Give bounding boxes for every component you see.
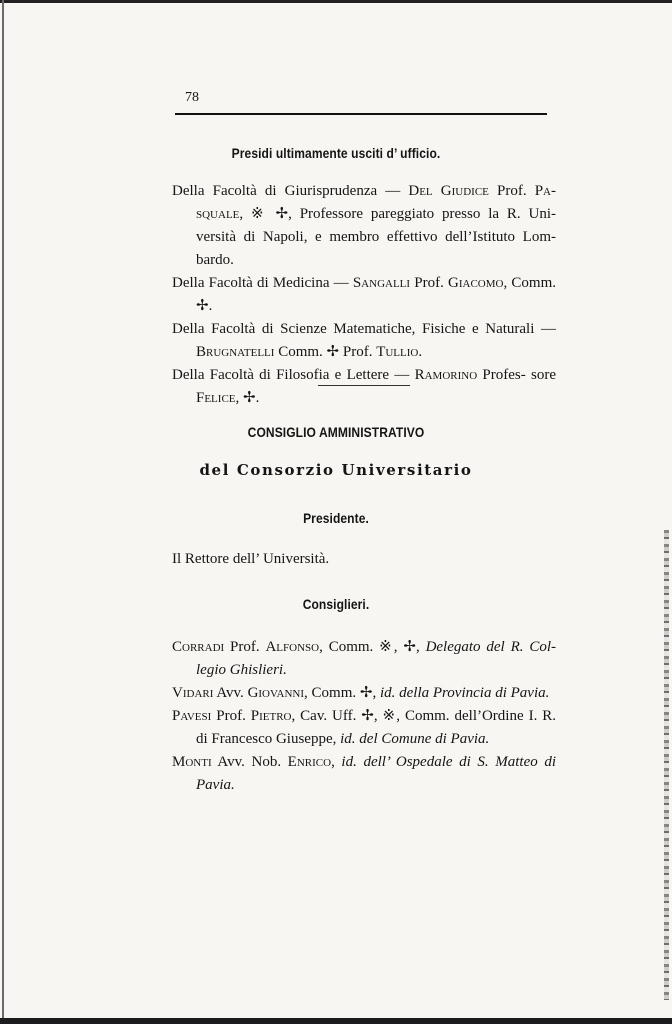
scan-edge-right — [664, 530, 669, 1000]
heading-consiglieri: Consiglieri. — [302, 596, 370, 612]
heading-consiglio: CONSIGLIO AMMINISTRATIVO — [247, 424, 425, 440]
scan-edge-left — [2, 0, 4, 1024]
consigliere-monti: Monti Avv. Nob. Enrico, id. dell’ Ospedale di S. Matteo di Pavia. — [172, 754, 557, 793]
presidi-entry-filosofia: Della Facoltà di Filosofia e Lettere — Ramorino Profes- sore Felice, ✢. — [172, 367, 557, 406]
presidi-entry-scienze: Della Facoltà di Scienze Matematiche, Fisiche e Naturali — Brugnatelli Comm. ✢ Prof. Tullio. — [172, 321, 556, 360]
header-rule — [175, 113, 547, 115]
heading-presidente: Presidente. — [303, 510, 369, 526]
scan-edge-top — [0, 0, 672, 3]
scan-edge-bottom — [0, 1018, 672, 1024]
consigliere-vidari: Vidari Avv. Giovanni, Comm. ✢, id. della Provincia di Pavia. — [172, 685, 550, 701]
presidi-list — [172, 180, 556, 410]
page-number: 78 — [185, 90, 199, 105]
presidente-text: Il Rettore dell’ Università. — [172, 551, 330, 567]
presidi-entry-giurisprudenza: Della Facoltà di Giurisprudenza — Del Giudice Prof. Pa- squale, ※ ✢, Professore pareggiato presso la R. Uni- versità di Napoli, e membro effettivo dell’Istituto Lom- bardo. — [172, 183, 556, 268]
consiglieri-list — [172, 636, 556, 797]
section-divider — [318, 385, 410, 386]
presidi-entry-medicina: Della Facoltà di Medicina — Sangalli Prof. Giacomo, Comm. ✢. — [172, 275, 557, 314]
heading-presidi: Presidi ultimamente usciti d’ ufficio. — [231, 145, 441, 161]
subheading-consorzio: del Consorzio Universitario — [199, 461, 473, 479]
consigliere-pavesi: Pavesi Prof. Pietro, Cav. Uff. ✢, ※, Comm. dell’Ordine I. R. di Francesco Giuseppe, id. del Comune di Pavia. — [172, 708, 557, 747]
consigliere-corradi: Corradi Prof. Alfonso, Comm. ※, ✢, Delegato del R. Col- legio Ghislieri. — [172, 639, 556, 678]
